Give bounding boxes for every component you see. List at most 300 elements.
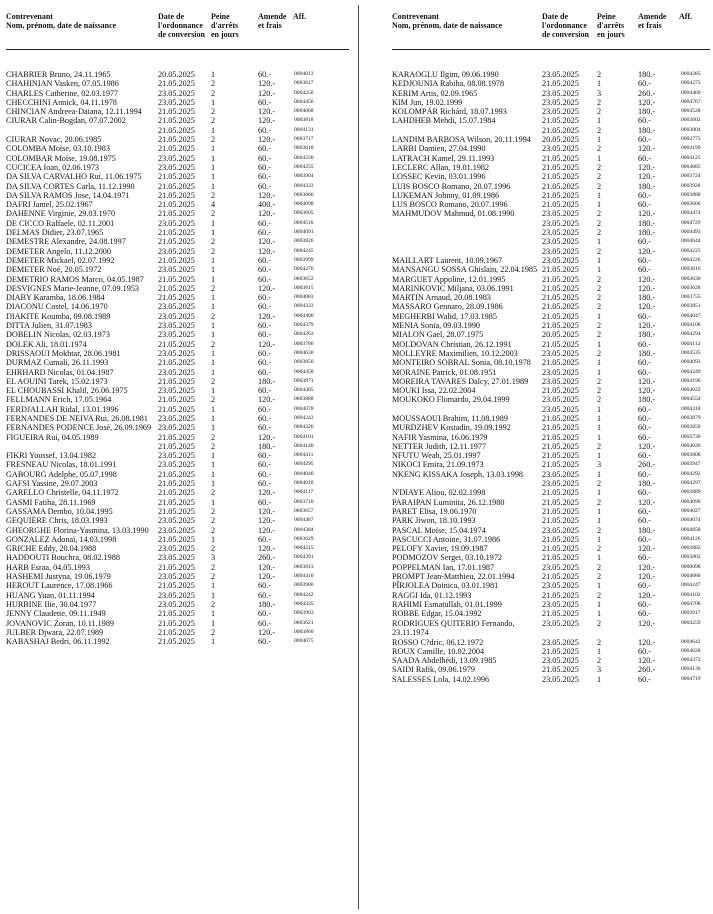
case-number: 0004242 [294, 591, 314, 598]
arrest-days: 1 [211, 218, 216, 228]
ordinance-date: 21.05.2025 [542, 609, 579, 619]
arrest-days: 1 [597, 255, 602, 265]
case-number: 0004858 [681, 526, 701, 533]
fine-amount: 120.- [638, 572, 656, 582]
ordinance-date: 23.05.2025 [158, 367, 195, 377]
arrest-days: 1 [211, 162, 216, 172]
ordinance-date: 21.05.2025 [542, 162, 579, 172]
case-number: 0004075 [294, 638, 314, 645]
fine-amount: 60.- [258, 181, 271, 191]
fine-amount: 60.- [638, 423, 651, 433]
fine-amount: 120.- [258, 516, 276, 526]
case-number: 0004456 [294, 98, 314, 105]
offender-name: GASMI Fatiha, 28.11.1969 [6, 497, 96, 507]
fine-amount: 120.- [258, 572, 276, 582]
table-row [392, 609, 710, 618]
offender-name: KABASHAJ Bedri, 06.11.1992 [6, 637, 110, 647]
table-row [392, 144, 710, 153]
offender-name: CIURAR Novac, 20.06.1985 [6, 135, 102, 145]
fine-amount: 60.- [258, 172, 271, 182]
offender-name: FIKRI Youssef, 13.04.1982 [6, 451, 97, 461]
case-number: 0004729 [681, 219, 701, 226]
fine-amount: 120.- [258, 107, 276, 117]
arrest-days: 1 [211, 228, 216, 238]
table-row [6, 535, 349, 544]
table-row [392, 498, 710, 507]
ordinance-date: 23.05.2025 [542, 618, 579, 628]
case-number: 0003629 [294, 535, 314, 542]
offender-name: MIALON Gael, 28.07.1975 [392, 330, 484, 340]
table-row [392, 377, 710, 386]
table-row [392, 154, 710, 163]
case-number: 0004554 [681, 396, 701, 403]
case-number: 0003880 [681, 191, 701, 198]
case-number: 0003775 [681, 136, 701, 143]
ordinance-date: 21.05.2025 [158, 107, 195, 117]
case-number: 0003882 [681, 545, 701, 552]
case-number: 0003605 [294, 210, 314, 217]
fine-amount: 60.- [258, 255, 271, 265]
arrest-days: 4 [211, 200, 216, 210]
arrest-days: 2 [211, 209, 216, 219]
table-row [6, 386, 349, 395]
case-number: 0004047 [681, 312, 701, 319]
fine-amount: 120.- [638, 590, 656, 600]
arrest-days: 1 [211, 479, 216, 489]
ordinance-date: 23.05.2025 [158, 302, 195, 312]
table-row [6, 275, 349, 284]
ordinance-date: 21.05.2025 [542, 488, 579, 498]
offender-name: MARINKOVIC Miljana, 03.06.1991 [392, 283, 514, 293]
arrest-days: 2 [597, 562, 602, 572]
table-row [6, 377, 349, 386]
table-row [392, 79, 710, 88]
offender-name: PELOFY Xavier, 19.09.1987 [392, 544, 488, 554]
arrest-days: 2 [211, 599, 216, 609]
fine-amount: 120.- [638, 162, 656, 172]
offender-name: PARK Jiwon, 18.10.1993 [392, 516, 476, 526]
arrest-days: 1 [597, 339, 602, 349]
ordinance-date: 23.05.2025 [542, 237, 579, 247]
fine-amount: 60.- [638, 432, 651, 442]
ordinance-date: 20.05.2025 [542, 135, 579, 145]
offender-name: GABOURG Adelphe, 05.07.1998 [6, 469, 117, 479]
table-row [392, 488, 710, 497]
arrest-days: 2 [597, 572, 602, 582]
offender-name: RAGGI Ida, 01.12.1993 [392, 590, 472, 600]
offender-name: MOREIRA TAVARES Dalcy, 27.01.1989 [392, 376, 529, 386]
case-number: 0003856 [294, 359, 314, 366]
table-row [392, 191, 710, 200]
ordinance-date: 23.05.2025 [158, 330, 195, 340]
ordinance-date: 23.05.2025 [158, 572, 195, 582]
table-row [392, 516, 710, 525]
ordinance-date: 21.05.2025 [542, 200, 579, 210]
case-number: 0003999 [294, 256, 314, 263]
arrest-days: 2 [211, 544, 216, 554]
fine-amount: 60.- [258, 590, 271, 600]
case-number: 0003804 [681, 126, 701, 133]
arrest-days: 3 [597, 88, 602, 98]
ordinance-date: 23.05.2025 [542, 97, 579, 107]
case-number: 0004630 [294, 349, 314, 356]
ordinance-date: 21.05.2025 [158, 283, 195, 293]
case-number: 0004085 [681, 163, 701, 170]
offender-name: MURDZHEV Kostadin, 19.09.1992 [392, 423, 511, 433]
offender-name: HUANG Yuan, 01.11.1994 [6, 590, 95, 600]
table-row [6, 572, 349, 581]
arrest-days: 2 [211, 572, 216, 582]
ordinance-date: 23.05.2025 [158, 162, 195, 172]
ordinance-date: 21.05.2025 [158, 479, 195, 489]
table-row [392, 70, 710, 79]
case-number: 0003813 [294, 563, 314, 570]
table-row [392, 395, 710, 414]
case-number: 0004487 [294, 517, 314, 524]
offender-name: LUS BOSCO Romano, 20.07.1996 [392, 200, 508, 210]
case-number: 0004068 [294, 108, 314, 115]
ordinance-date: 23.05.2025 [158, 413, 195, 423]
case-number: 0004078 [294, 405, 314, 412]
fine-amount: 120.- [638, 274, 656, 284]
ordinance-date: 21.05.2025 [158, 534, 195, 544]
ordinance-date: 21.05.2025 [542, 311, 579, 321]
table-row [6, 135, 349, 144]
arrest-days: 2 [211, 283, 216, 293]
table-row [392, 284, 710, 293]
ordinance-date: 21.05.2025 [158, 618, 195, 628]
arrest-days: 1 [597, 581, 602, 591]
offender-name: EHRHARD Nicolas, 01.04.1987 [6, 367, 114, 377]
case-number: 0003826 [294, 238, 314, 245]
table-row [6, 526, 349, 535]
ordinance-date: 21.05.2025 [158, 116, 195, 126]
ordinance-date: 23.05.2025 [158, 516, 195, 526]
arrest-days: 2 [211, 525, 216, 535]
offender-name: MONTEIRO SOBRAL Sonia, 08.10.1978 [392, 358, 531, 368]
offender-name: FERDJALLAH Ridal, 13.01.1996 [6, 404, 119, 414]
fine-amount: 60.- [638, 79, 651, 89]
case-number: 0004460 [681, 89, 701, 96]
table-row [392, 535, 710, 544]
table-row [392, 330, 710, 339]
table-row [6, 349, 349, 358]
case-number: 0004083 [294, 294, 314, 301]
table-row [6, 507, 349, 516]
fine-amount: 120.- [258, 79, 276, 89]
ordinance-date: 21.05.2025 [542, 358, 579, 368]
arrest-days: 1 [211, 469, 216, 479]
table-row [6, 368, 349, 377]
case-number: 0004458 [294, 368, 314, 375]
table-row [392, 368, 710, 377]
arrest-days: 2 [597, 441, 602, 451]
offender-name: MAHMUDOV Mahmud, 01.08.1990 [392, 209, 515, 219]
fine-amount: 120.- [638, 562, 656, 572]
arrest-days: 2 [211, 116, 216, 126]
arrest-days: 1 [597, 599, 602, 609]
case-number: 0003815 [294, 284, 314, 291]
offender-name: GAFSI Yassine, 29.07.2003 [6, 479, 98, 489]
arrest-days: 1 [597, 116, 602, 126]
ordinance-date: 23.05.2025 [542, 581, 579, 591]
table-row [392, 116, 710, 135]
case-number: 0004090 [681, 498, 701, 505]
offender-name: GASSAMA Dembo, 10.04.1995 [6, 506, 113, 516]
fine-amount: 260.- [638, 665, 656, 675]
fine-amount: 120.- [258, 283, 276, 293]
ordinance-date: 21.05.2025 [542, 274, 579, 284]
arrest-days: 2 [211, 441, 216, 451]
table-row [392, 89, 710, 98]
arrest-days: 2 [597, 544, 602, 554]
case-number: 0004046 [294, 470, 314, 477]
table-row [6, 219, 349, 228]
offender-name: POPPELMAN Ian, 17.01.1987 [392, 562, 495, 572]
ordinance-date: 21.05.2025 [158, 497, 195, 507]
fine-amount: 120.- [638, 246, 656, 256]
ordinance-date: 23.05.2025 [158, 153, 195, 163]
arrest-days: 1 [597, 135, 602, 145]
case-number: 0003879 [681, 415, 701, 421]
table-row [6, 433, 349, 452]
offender-name: DA SILVA RAMOS Jose, 14.04.1971 [6, 190, 130, 200]
case-number: 0004318 [681, 405, 701, 412]
case-number: 0004093 [681, 359, 701, 366]
ordinance-date: 21.05.2025 [158, 237, 195, 247]
table-row [392, 665, 710, 674]
table-row [392, 256, 710, 265]
case-number: 0004372 [681, 657, 701, 664]
table-row [6, 107, 349, 116]
ordinance-date: 21.05.2025 [158, 469, 195, 479]
offender-name: PARAIPAN Luminita, 26.12.1980 [392, 497, 505, 507]
table-row [392, 526, 710, 535]
fine-amount: 120.- [638, 172, 656, 182]
fine-amount: 120.- [258, 627, 276, 637]
ordinance-date: 23.05.2025 [542, 599, 579, 609]
table-row [6, 98, 349, 107]
ordinance-date: 23.05.2025 [542, 218, 579, 228]
ordinance-date: 21.05.2025 [542, 441, 579, 451]
offender-name: DA SILVA CORTES Carla, 11.12.1990 [6, 181, 135, 191]
ordinance-date: 23.05.2025 [542, 367, 579, 377]
case-number: 0003618 [294, 145, 314, 152]
arrest-days: 2 [597, 172, 602, 182]
table-row [392, 544, 710, 553]
ordinance-date: 21.05.2025 [158, 172, 195, 182]
arrest-days: 2 [211, 190, 216, 200]
ordinance-date: 23.05.2025 [158, 321, 195, 331]
table-row [392, 647, 710, 656]
table-row [6, 405, 349, 414]
ordinance-date: 23.05.2025 [158, 218, 195, 228]
fine-amount: 60.- [638, 367, 651, 377]
arrest-days: 2 [597, 348, 602, 358]
ordinance-date: 23.05.2025 [158, 599, 195, 609]
fine-amount: 60.- [258, 228, 271, 238]
ordinance-date: 21.05.2025 [542, 172, 579, 182]
offender-name: HEROUT Laurence, 17.08.1966 [6, 581, 113, 591]
fine-amount: 60.- [638, 339, 651, 349]
table-row [6, 470, 349, 479]
fine-amount: 120.- [638, 376, 656, 386]
table-row [6, 256, 349, 265]
ordinance-date: 21.05.2025 [158, 506, 195, 516]
case-number: 0004250 [294, 89, 314, 96]
table-row [6, 321, 349, 330]
header-peine: Peine d'arrêts en jours [597, 12, 625, 39]
fine-amount: 60.- [258, 97, 271, 107]
ordinance-date: 23.05.2025 [158, 451, 195, 461]
fine-amount: 60.- [638, 516, 651, 526]
table-row [6, 498, 349, 507]
fine-amount: 180.- [638, 107, 656, 117]
table-row [392, 572, 710, 581]
fine-amount: 60.- [258, 637, 271, 647]
fine-amount: 120.- [258, 209, 276, 219]
case-number: 0004411 [294, 452, 314, 459]
offender-name: DOBELIN Nicolas, 02.03.1973 [6, 330, 110, 340]
fine-amount: 60.- [258, 293, 271, 303]
case-number: 0003602 [681, 117, 701, 124]
arrest-days: 1 [211, 423, 216, 433]
offender-name: HADDOUTI Bouchra, 08.02.1988 [6, 553, 120, 563]
fine-amount: 180.- [638, 181, 656, 191]
ordinance-date: 21.05.2025 [158, 627, 195, 637]
offender-name: DIAKITE Koumba, 09.08.1989 [6, 311, 111, 321]
offender-name: CHAHINIAN Vasken, 07.05.1986 [6, 79, 119, 89]
ordinance-date: 23.05.2025 [158, 460, 195, 470]
table-row [392, 638, 710, 647]
ordinance-date: 21.05.2025 [542, 293, 579, 303]
arrest-days: 1 [211, 330, 216, 340]
offender-name: PÎRJOLEA Doinica, 03.01.1981 [392, 581, 499, 591]
arrest-days: 1 [597, 311, 602, 321]
table-row [6, 395, 349, 404]
ordinance-date: 21.05.2025 [158, 609, 195, 619]
ordinance-date: 23.05.2025 [542, 469, 579, 479]
case-number: 0004405 [294, 387, 314, 394]
case-number: 0004074 [681, 517, 701, 524]
arrest-days: 2 [597, 70, 602, 79]
case-number: 0004474 [681, 210, 701, 217]
ordinance-date: 21.05.2025 [158, 376, 195, 386]
offender-name: LECLERC Allan, 19.01.1982 [392, 162, 490, 172]
table-row [6, 340, 349, 349]
left-rows [6, 50, 349, 646]
fine-amount: 60.- [638, 599, 651, 609]
ordinance-date: 21.05.2025 [158, 200, 195, 210]
ordinance-date: 21.05.2025 [158, 274, 195, 284]
ordinance-date: 21.05.2025 [158, 339, 195, 349]
table-row [392, 98, 710, 107]
offender-name: COLOMBAR Moïse, 19.08.1975 [6, 153, 116, 163]
ordinance-date: 21.05.2025 [542, 116, 579, 126]
fine-amount: 60.- [638, 534, 651, 544]
fine-amount: 60.- [258, 609, 271, 619]
ordinance-date: 23.05.2025 [542, 209, 579, 219]
ordinance-date: 23.05.2025 [542, 144, 579, 154]
arrest-days: 2 [211, 246, 216, 256]
case-number: 0004535 [681, 349, 701, 356]
table-row [6, 619, 349, 628]
case-number: 0003808 [681, 452, 701, 459]
case-number: 0003755 [681, 294, 701, 301]
offender-name: HARB Esraa, 04.05.1993 [6, 562, 90, 572]
arrest-days: 1 [211, 413, 216, 423]
case-number: 0003717 [294, 136, 314, 143]
offender-name: PARET Elisa, 19.06.1970 [392, 506, 477, 516]
table-row [392, 675, 710, 684]
case-number: 0003652 [294, 275, 314, 282]
offender-name: MOUKOKO Flomardo, 29.04.1999 [392, 395, 510, 405]
ordinance-date: 21.05.2025 [158, 488, 195, 498]
table-row [6, 182, 349, 191]
case-number: 0003928 [681, 182, 701, 189]
arrest-days: 1 [597, 646, 602, 656]
arrest-days: 1 [597, 200, 602, 210]
offender-name: LOSSEC Kevin, 03.01.1996 [392, 172, 486, 182]
arrest-days: 2 [597, 637, 602, 647]
arrest-days: 1 [211, 255, 216, 265]
ordinance-date: 23.05.2025 [542, 255, 579, 265]
fine-amount: 120.- [258, 544, 276, 554]
offender-name: DIABY Karamba, 18.06.1984 [6, 293, 105, 303]
fine-amount: 60.- [638, 190, 651, 200]
fine-amount: 60.- [258, 153, 271, 163]
case-number: 0004086 [681, 573, 701, 580]
fine-amount: 180.- [638, 125, 656, 135]
table-row [392, 172, 710, 181]
fine-amount: 60.- [638, 581, 651, 591]
arrest-days: 2 [597, 107, 602, 117]
table-row [6, 479, 349, 488]
case-number: 0004215 [294, 545, 314, 552]
case-number: 0003904 [294, 173, 314, 180]
arrest-days: 2 [211, 516, 216, 526]
ordinance-date: 23.05.2025 [158, 553, 195, 563]
table-row [6, 191, 349, 200]
offender-name: KIM Jun, 19.02.1999 [392, 97, 463, 107]
arrest-days: 1 [211, 637, 216, 647]
case-number: 0003860 [294, 628, 314, 635]
table-row [392, 460, 710, 469]
arrest-days: 2 [211, 506, 216, 516]
table-row [6, 312, 349, 321]
ordinance-date: 23.05.2025 [542, 562, 579, 572]
ordinance-date: 23.05.2025 [158, 311, 195, 321]
case-number: 0003710 [294, 498, 314, 505]
arrest-days: 2 [597, 97, 602, 107]
ordinance-date: 23.05.2025 [542, 395, 579, 405]
ordinance-date: 20.05.2025 [158, 70, 195, 79]
case-number: 0003888 [294, 396, 314, 403]
ordinance-date: 21.05.2025 [158, 293, 195, 303]
fine-amount: 120.- [638, 209, 656, 219]
ordinance-date: 21.05.2025 [158, 135, 195, 145]
table-row [392, 163, 710, 172]
offender-name: PASCUCCI Antoine, 31.07.1986 [392, 534, 501, 544]
fine-amount: 120.- [638, 656, 656, 666]
arrest-days: 1 [211, 302, 216, 312]
arrest-days: 2 [597, 228, 602, 238]
offender-name: NETTER Judith, 12.11.1977 [392, 441, 487, 451]
ordinance-date: 23.05.2025 [158, 386, 195, 396]
case-number: 0003871 [294, 377, 314, 384]
fine-amount: 120.- [638, 637, 656, 647]
ordinance-date: 21.05.2025 [158, 144, 195, 154]
